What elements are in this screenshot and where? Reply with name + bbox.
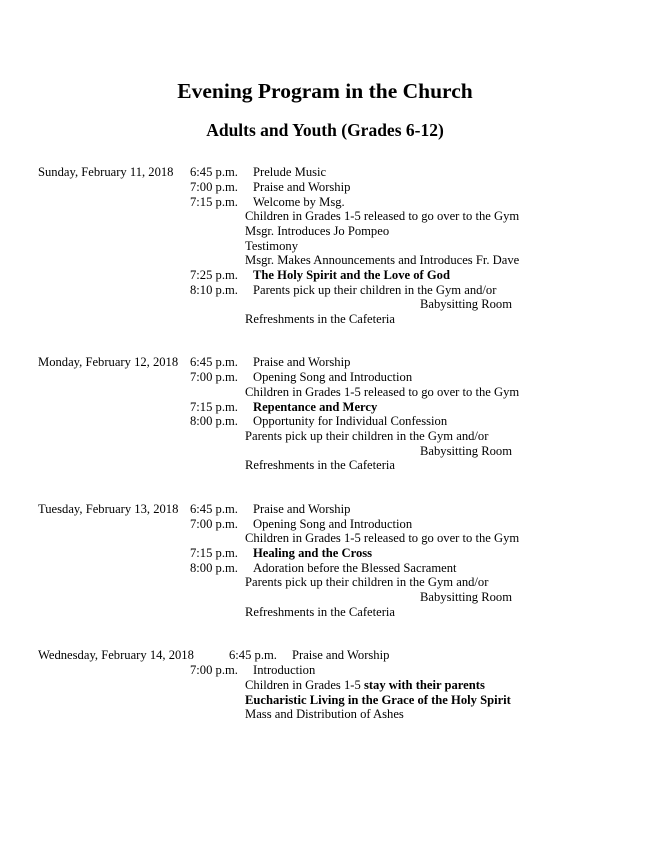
program-item: Msgr. Makes Announcements and Introduces Fr. Dave (245, 253, 520, 267)
day-date-sunday: Sunday, February 11, 2018 (38, 165, 174, 179)
program-item: Opening Song and Introduction (253, 517, 413, 531)
time: 6:45 p.m. (190, 502, 238, 516)
program-topic: Eucharistic Living in the Grace of the Holy Spirit (245, 693, 511, 707)
page-title: Evening Program in the Church (177, 79, 473, 103)
time: 7:15 p.m. (190, 195, 238, 209)
program-item: Children in Grades 1-5 released to go over to the Gym (245, 385, 520, 399)
program-item: Refreshments in the Cafeteria (245, 605, 396, 619)
time: 7:00 p.m. (190, 663, 238, 677)
program-item: Mass and Distribution of Ashes (245, 707, 404, 721)
program-item: Parents pick up their children in the Gym and/or (245, 429, 489, 443)
program-item: Babysitting Room (420, 297, 513, 311)
program-item: Refreshments in the Cafeteria (245, 312, 396, 326)
program-item: Parents pick up their children in the Gym and/or (253, 283, 497, 297)
program-item-text: Children in Grades 1-5 (245, 678, 361, 692)
program-item: Testimony (245, 239, 298, 253)
program-item: Children in Grades 1-5 released to go over to the Gym (245, 209, 520, 223)
program-item: Msgr. Introduces Jo Pompeo (245, 224, 390, 238)
time: 7:00 p.m. (190, 180, 238, 194)
program-item: Children in Grades 1-5 released to go over to the Gym (245, 531, 520, 545)
page-subtitle: Adults and Youth (Grades 6-12) (206, 120, 444, 140)
time: 6:45 p.m. (229, 648, 277, 662)
program-item: Babysitting Room (420, 444, 513, 458)
program-item: Opening Song and Introduction (253, 370, 413, 384)
program-topic: The Holy Spirit and the Love of God (253, 268, 450, 282)
day-date-tuesday: Tuesday, February 13, 2018 (38, 502, 179, 516)
day-date-wednesday: Wednesday, February 14, 2018 (38, 648, 194, 662)
program-item: Prelude Music (253, 165, 327, 179)
time: 6:45 p.m. (190, 165, 238, 179)
time: 6:45 p.m. (190, 355, 238, 369)
program-topic: Healing and the Cross (253, 546, 373, 560)
program-item: Adoration before the Blessed Sacrament (253, 561, 457, 575)
time: 7:15 p.m. (190, 400, 238, 414)
program-item: Opportunity for Individual Confession (253, 414, 448, 428)
program-item: Welcome by Msg. (253, 195, 345, 209)
time: 7:25 p.m. (190, 268, 238, 282)
program-topic: Repentance and Mercy (253, 400, 378, 414)
program-item: Introduction (253, 663, 316, 677)
program-item: Praise and Worship (292, 648, 390, 662)
time: 8:10 p.m. (190, 283, 238, 297)
program-item: Praise and Worship (253, 355, 351, 369)
program-item: Babysitting Room (420, 590, 513, 604)
time: 7:00 p.m. (190, 517, 238, 531)
program-item-emphasis: stay with their parents (363, 678, 485, 692)
program-item (245, 678, 485, 693)
time: 8:00 p.m. (190, 561, 238, 575)
time: 7:15 p.m. (190, 546, 238, 560)
program-item: Parents pick up their children in the Gym and/or (245, 575, 489, 589)
program-item: Praise and Worship (253, 180, 351, 194)
day-date-monday: Monday, February 12, 2018 (38, 355, 179, 369)
time: 7:00 p.m. (190, 370, 238, 384)
program-item: Praise and Worship (253, 502, 351, 516)
time: 8:00 p.m. (190, 414, 238, 428)
program-item: Refreshments in the Cafeteria (245, 458, 396, 472)
